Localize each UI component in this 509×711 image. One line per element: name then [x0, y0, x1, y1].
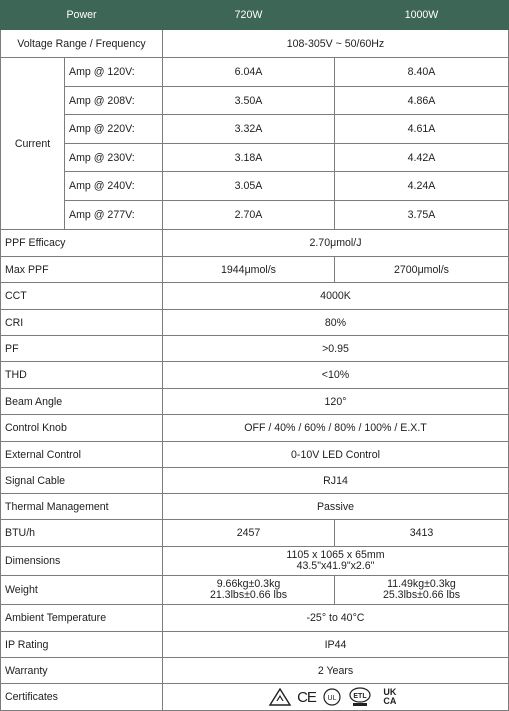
max-ppf-label: Max PPF — [1, 257, 163, 283]
row-current-220 — [1, 115, 509, 144]
amp-277-1000w: 3.75A — [335, 201, 509, 230]
thd-value: <10% — [163, 362, 509, 389]
thd-label: THD — [1, 362, 163, 389]
svg-text:ETL: ETL — [353, 693, 367, 700]
amp-230-label: Amp @ 230V: — [65, 144, 163, 172]
amp-120-1000w: 8.40A — [335, 58, 509, 87]
pf-label: PF — [1, 336, 163, 362]
row-ambient — [1, 605, 509, 632]
warranty-label: Warranty — [1, 658, 163, 684]
control-knob-label: Control Knob — [1, 415, 163, 442]
row-ip — [1, 632, 509, 658]
amp-208-1000w: 4.86A — [335, 87, 509, 115]
rcm-icon — [269, 688, 291, 706]
ukca-mark-icon: UK CA — [383, 687, 397, 706]
certificates-value — [163, 684, 509, 711]
row-beam-angle — [1, 389, 509, 415]
dimensions-label: Dimensions — [1, 547, 163, 576]
cri-label: CRI — [1, 310, 163, 336]
amp-120-720w: 6.04A — [163, 58, 335, 87]
header-1000w: 1000W — [335, 1, 509, 30]
header-row — [1, 1, 509, 30]
signal-cable-value: RJ14 — [163, 468, 509, 494]
amp-220-1000w: 4.61A — [335, 115, 509, 144]
etl-intertek-icon — [348, 687, 372, 707]
voltage-label: Voltage Range / Frequency — [1, 30, 163, 58]
svg-text:UL: UL — [327, 695, 337, 702]
weight-720w — [163, 576, 335, 605]
row-thd — [1, 362, 509, 389]
amp-220-label: Amp @ 220V: — [65, 115, 163, 144]
ip-label: IP Rating — [1, 632, 163, 658]
beam-angle-value: 120° — [163, 389, 509, 415]
dimensions-metric: 1105 x 1065 x 65mm — [286, 549, 385, 561]
ambient-value: -25° to 40°C — [163, 605, 509, 632]
weight-1000w-lbs: 25.3lbs±0.66 lbs — [382, 589, 461, 601]
control-knob-value: OFF / 40% / 60% / 80% / 100% / E.X.T — [163, 415, 509, 442]
warranty-value: 2 Years — [163, 658, 509, 684]
dimensions-imperial: 43.5"x41.9"x2.6" — [296, 560, 375, 572]
ppf-efficacy-value: 2.70μmol/J — [163, 230, 509, 257]
amp-230-720w: 3.18A — [163, 144, 335, 172]
dimensions-value — [163, 547, 509, 576]
row-warranty — [1, 658, 509, 684]
ip-value: IP44 — [163, 632, 509, 658]
cct-label: CCT — [1, 283, 163, 310]
amp-230-1000w: 4.42A — [335, 144, 509, 172]
row-cri — [1, 310, 509, 336]
weight-720w-lbs: 21.3lbs±0.66 lbs — [209, 589, 288, 601]
row-current-208 — [1, 87, 509, 115]
cri-value: 80% — [163, 310, 509, 336]
amp-220-720w: 3.32A — [163, 115, 335, 144]
row-btu — [1, 520, 509, 547]
weight-720w-kg: 9.66kg±0.3kg — [216, 578, 281, 590]
row-signal-cable — [1, 468, 509, 494]
row-dimensions — [1, 547, 509, 576]
external-control-label: External Control — [1, 442, 163, 468]
row-control-knob — [1, 415, 509, 442]
btu-1000w: 3413 — [335, 520, 509, 547]
header-power: Power — [1, 1, 163, 30]
external-control-value: 0-10V LED Control — [163, 442, 509, 468]
weight-label: Weight — [1, 576, 163, 605]
row-voltage — [1, 30, 509, 58]
ambient-label: Ambient Temperature — [1, 605, 163, 632]
beam-angle-label: Beam Angle — [1, 389, 163, 415]
row-ppf-efficacy — [1, 230, 509, 257]
weight-1000w-kg: 11.49kg±0.3kg — [387, 578, 456, 590]
amp-240-720w: 3.05A — [163, 172, 335, 201]
pf-value: >0.95 — [163, 336, 509, 362]
row-pf — [1, 336, 509, 362]
cct-value: 4000K — [163, 283, 509, 310]
voltage-value: 108-305V ~ 50/60Hz — [163, 30, 509, 58]
current-label: Current — [1, 58, 65, 230]
row-thermal — [1, 494, 509, 520]
row-current-230 — [1, 144, 509, 172]
amp-120-label: Amp @ 120V: — [65, 58, 163, 87]
amp-208-720w: 3.50A — [163, 87, 335, 115]
certificate-marks — [163, 687, 508, 707]
amp-240-1000w: 4.24A — [335, 172, 509, 201]
thermal-label: Thermal Management — [1, 494, 163, 520]
row-cct — [1, 283, 509, 310]
ul-listed-icon — [322, 688, 342, 706]
max-ppf-720w: 1944μmol/s — [163, 257, 335, 283]
ppf-efficacy-label: PPF Efficacy — [1, 230, 163, 257]
amp-277-label: Amp @ 277V: — [65, 201, 163, 230]
row-current-240 — [1, 172, 509, 201]
btu-720w: 2457 — [163, 520, 335, 547]
header-720w: 720W — [163, 1, 335, 30]
btu-label: BTU/h — [1, 520, 163, 547]
row-certificates — [1, 684, 509, 711]
thermal-value: Passive — [163, 494, 509, 520]
signal-cable-label: Signal Cable — [1, 468, 163, 494]
row-external-control — [1, 442, 509, 468]
weight-1000w — [335, 576, 509, 605]
amp-208-label: Amp @ 208V: — [65, 87, 163, 115]
row-max-ppf — [1, 257, 509, 283]
row-current-120 — [1, 58, 509, 87]
max-ppf-1000w: 2700μmol/s — [335, 257, 509, 283]
amp-277-720w: 2.70A — [163, 201, 335, 230]
amp-240-label: Amp @ 240V: — [65, 172, 163, 201]
ce-mark-icon: CE — [297, 688, 316, 706]
row-current-277 — [1, 201, 509, 230]
certificates-label: Certificates — [1, 684, 163, 711]
row-weight — [1, 576, 509, 605]
